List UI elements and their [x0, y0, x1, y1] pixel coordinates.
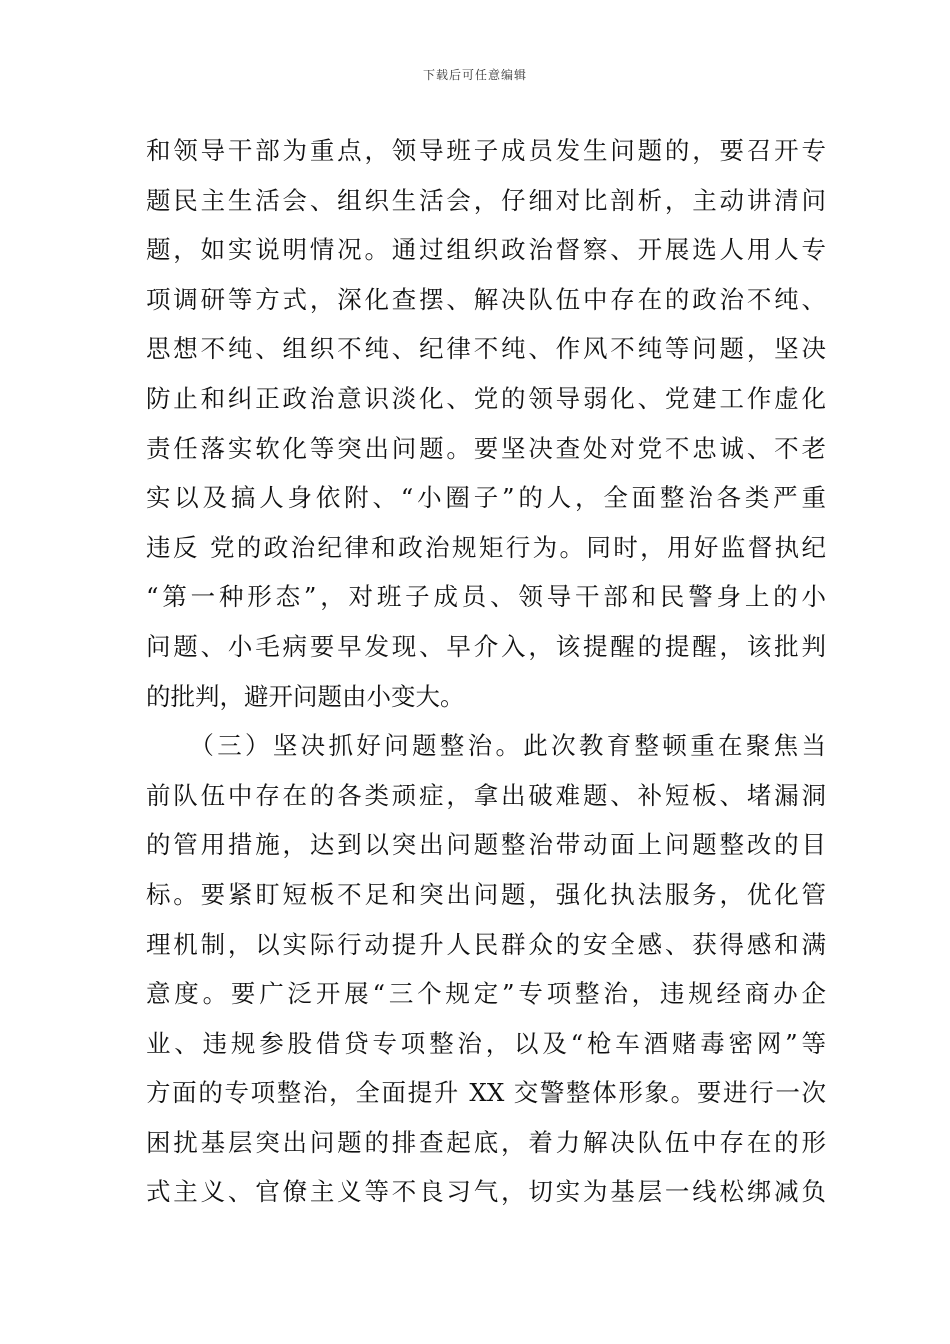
text-line: 式主义、官僚主义等不良习气，切实为基层一线松绑减负: [146, 1177, 826, 1207]
text-line: 意度。要广泛开展“三个规定”专项整治，违规经商办企: [146, 979, 826, 1009]
text-line: 和领导干部为重点，领导班子成员发生问题的，要召开专: [146, 136, 826, 165]
text-line: 防止和纠正政治意识淡化、党的领导弱化、党建工作虚化: [146, 383, 826, 413]
text-line: 方面的专项整治，全面提升 XX 交警整体形象。要进行一次: [146, 1078, 826, 1108]
section-heading-line: （三）坚决抓好问题整治。此次教育整顿重在聚焦当: [146, 731, 826, 761]
page-header: 下载后可任意编辑: [422, 68, 527, 82]
text-line: 的批判，避开问题由小变大。: [146, 681, 465, 711]
text-line: 标。要紧盯短板不足和突出问题，强化执法服务，优化管: [146, 879, 826, 909]
text-line: 实以及搞人身依附、“小圈子”的人，全面整治各类严重: [146, 483, 826, 513]
text-line: 题民主生活会、组织生活会，仔细对比剖析，主动讲清问: [146, 185, 826, 215]
text-line: 困扰基层突出问题的排查起底，着力解决队伍中存在的形: [146, 1127, 826, 1157]
text-line: 前队伍中存在的各类顽症，拿出破难题、补短板、堵漏洞: [146, 780, 826, 810]
body-text: [146, 126, 826, 1217]
text-line: “第一种形态”，对班子成员、领导干部和民警身上的小: [146, 582, 826, 612]
text-line: 责任落实软化等突出问题。要坚决查处对党不忠诚、不老: [146, 433, 826, 463]
text-line: 问题、小毛病要早发现、早介入，该提醒的提醒，该批判: [146, 631, 826, 661]
text-line: 业、违规参股借贷专项整治，以及“枪车酒赌毒密网”等: [146, 1028, 826, 1058]
text-line: 题，如实说明情况。通过组织政治督察、开展选人用人专: [146, 235, 826, 265]
text-line: 理机制，以实际行动提升人民群众的安全感、获得感和满: [146, 929, 826, 959]
text-line: 思想不纯、组织不纯、纪律不纯、作风不纯等问题，坚决: [146, 334, 826, 364]
text-line: 项调研等方式，深化查摆、解决队伍中存在的政治不纯、: [146, 284, 826, 314]
text-line: 的管用措施，达到以突出问题整治带动面上问题整改的目: [146, 830, 826, 860]
text-line: 违反 党的政治纪律和政治规矩行为。同时，用好监督执纪: [146, 532, 826, 562]
